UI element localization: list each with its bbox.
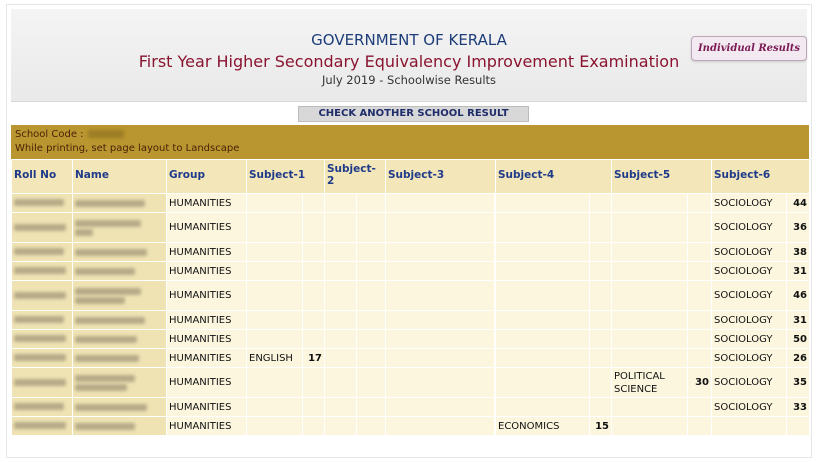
roll-no-redacted xyxy=(14,224,66,231)
subject-4-mark xyxy=(590,281,612,311)
subject-3-cell xyxy=(386,213,495,243)
name-redacted xyxy=(75,220,141,227)
name-cell xyxy=(73,368,167,398)
group-cell: HUMANITIES xyxy=(167,281,247,311)
subject-5-cell xyxy=(612,213,688,243)
group-cell: HUMANITIES xyxy=(167,311,247,330)
name-redacted xyxy=(75,297,125,304)
subject-6-cell: SOCIOLOGY xyxy=(712,330,787,349)
col-subject-2: Subject-2 xyxy=(325,160,386,194)
col-group: Group xyxy=(167,160,247,194)
subject-6-cell: SOCIOLOGY xyxy=(712,368,787,398)
subject-6-mark: 35 xyxy=(787,368,810,398)
name-redacted xyxy=(75,317,145,324)
subject-4-mark xyxy=(590,194,612,213)
table-header-row xyxy=(12,160,810,194)
roll-no-cell xyxy=(12,368,73,398)
name-cell xyxy=(73,311,167,330)
subject-2-cell xyxy=(325,262,357,281)
name-cell xyxy=(73,262,167,281)
group-cell: HUMANITIES xyxy=(167,417,247,436)
subject-2-cell xyxy=(325,243,357,262)
subject-3-cell xyxy=(386,349,495,368)
subject-2-mark xyxy=(357,349,386,368)
subject-6-cell: SOCIOLOGY xyxy=(712,262,787,281)
subject-4-mark xyxy=(590,213,612,243)
roll-no-redacted xyxy=(14,422,66,429)
subject-5-mark xyxy=(688,330,712,349)
subject-6-mark: 44 xyxy=(787,194,810,213)
col-subject-3: Subject-3 xyxy=(386,160,496,194)
subject-5-cell xyxy=(612,398,688,417)
name-redacted xyxy=(75,336,137,343)
roll-no-redacted xyxy=(14,248,64,255)
school-code-redacted xyxy=(88,130,124,138)
subject-5-cell xyxy=(612,194,688,213)
print-note: While printing, set page layout to Landscape xyxy=(15,143,240,154)
subject-3-cell xyxy=(386,281,495,311)
subject-1-cell: ENGLISH xyxy=(247,349,303,368)
subject-1-mark xyxy=(303,417,325,436)
subject-6-mark: 46 xyxy=(787,281,810,311)
group-cell: HUMANITIES xyxy=(167,330,247,349)
roll-no-cell xyxy=(12,262,73,281)
subject-6-mark: 33 xyxy=(787,398,810,417)
subject-1-cell xyxy=(247,330,303,349)
name-cell xyxy=(73,243,167,262)
subject-5-mark xyxy=(688,417,712,436)
subject-4-cell xyxy=(496,262,590,281)
subject-1-cell xyxy=(247,262,303,281)
subject-6-cell: SOCIOLOGY xyxy=(712,213,787,243)
subject-4-cell xyxy=(496,213,590,243)
name-redacted xyxy=(75,268,135,275)
roll-no-redacted xyxy=(14,316,64,323)
col-subject-6: Subject-6 xyxy=(712,160,810,194)
name-redacted xyxy=(75,229,93,236)
roll-no-redacted xyxy=(14,267,66,274)
name-cell xyxy=(73,330,167,349)
subject-2-cell xyxy=(325,330,357,349)
subject-1-mark xyxy=(303,368,325,398)
table-row xyxy=(12,213,810,243)
subject-5-mark xyxy=(688,281,712,311)
roll-no-cell xyxy=(12,398,73,417)
subject-5-cell: POLITICAL SCIENCE xyxy=(612,368,688,398)
roll-no-cell xyxy=(12,281,73,311)
individual-results-button[interactable]: Individual Results xyxy=(691,36,807,61)
subject-4-cell xyxy=(496,330,590,349)
table-row xyxy=(12,417,810,436)
subject-2-mark xyxy=(357,417,386,436)
subject-2-cell xyxy=(325,368,357,398)
subject-5-mark xyxy=(688,311,712,330)
group-cell: HUMANITIES xyxy=(167,213,247,243)
subject-4-cell xyxy=(496,194,590,213)
roll-no-cell xyxy=(12,349,73,368)
subject-4-cell xyxy=(496,368,590,398)
subject-3-cell xyxy=(386,311,495,330)
table-row xyxy=(12,311,810,330)
table-row xyxy=(12,349,810,368)
subject-5-mark: 30 xyxy=(688,368,712,398)
name-redacted xyxy=(75,288,141,295)
col-roll-no: Roll No xyxy=(12,160,73,194)
subject-6-cell: SOCIOLOGY xyxy=(712,311,787,330)
subject-5-cell xyxy=(612,281,688,311)
header-banner xyxy=(11,9,807,102)
subject-6-cell: SOCIOLOGY xyxy=(712,281,787,311)
subject-6-mark: 31 xyxy=(787,262,810,281)
subject-4-mark: 15 xyxy=(590,417,612,436)
subject-3-cell xyxy=(386,368,495,398)
subject-6-mark: 31 xyxy=(787,311,810,330)
subject-1-mark xyxy=(303,398,325,417)
subject-4-cell xyxy=(496,349,590,368)
roll-no-redacted xyxy=(14,379,66,386)
subject-4-cell xyxy=(496,311,590,330)
subject-5-cell xyxy=(612,243,688,262)
subject-1-mark: 17 xyxy=(303,349,325,368)
group-cell: HUMANITIES xyxy=(167,398,247,417)
name-redacted xyxy=(75,423,135,430)
subject-5-mark xyxy=(688,262,712,281)
subject-4-mark xyxy=(590,262,612,281)
group-cell: HUMANITIES xyxy=(167,194,247,213)
name-cell xyxy=(73,281,167,311)
subject-1-cell xyxy=(247,398,303,417)
name-redacted xyxy=(75,200,145,207)
group-cell: HUMANITIES xyxy=(167,368,247,398)
table-row xyxy=(12,398,810,417)
check-another-school-button[interactable]: CHECK ANOTHER SCHOOL RESULT xyxy=(298,106,529,122)
subject-1-cell xyxy=(247,243,303,262)
subject-3-cell xyxy=(386,243,495,262)
subject-6-cell: SOCIOLOGY xyxy=(712,349,787,368)
subject-4-cell: ECONOMICS xyxy=(496,417,590,436)
subject-4-mark xyxy=(590,243,612,262)
subject-6-cell: SOCIOLOGY xyxy=(712,194,787,213)
subject-6-mark: 26 xyxy=(787,349,810,368)
subject-5-cell xyxy=(612,262,688,281)
subject-2-cell xyxy=(325,349,357,368)
subject-4-cell xyxy=(496,243,590,262)
roll-no-redacted xyxy=(14,335,66,342)
subject-1-cell xyxy=(247,281,303,311)
subject-2-cell xyxy=(325,398,357,417)
roll-no-cell xyxy=(12,243,73,262)
subject-5-cell xyxy=(612,417,688,436)
name-redacted xyxy=(75,355,139,362)
subject-1-mark xyxy=(303,243,325,262)
subject-6-cell: SOCIOLOGY xyxy=(712,398,787,417)
subject-4-mark xyxy=(590,368,612,398)
col-subject-1: Subject-1 xyxy=(247,160,325,194)
subject-2-mark xyxy=(357,243,386,262)
table-row xyxy=(12,368,810,398)
subject-6-mark: 50 xyxy=(787,330,810,349)
school-code-label: School Code : xyxy=(15,129,84,140)
name-redacted xyxy=(75,375,135,382)
roll-no-cell xyxy=(12,311,73,330)
group-cell: HUMANITIES xyxy=(167,262,247,281)
subject-3-cell xyxy=(386,262,495,281)
subject-2-mark xyxy=(357,213,386,243)
subject-2-mark xyxy=(357,281,386,311)
name-cell xyxy=(73,398,167,417)
subject-5-mark xyxy=(688,243,712,262)
subject-3-cell xyxy=(386,417,495,436)
subject-4-mark xyxy=(590,311,612,330)
table-row xyxy=(12,262,810,281)
subject-5-mark xyxy=(688,194,712,213)
roll-no-cell xyxy=(12,194,73,213)
name-cell xyxy=(73,194,167,213)
name-redacted xyxy=(75,249,147,256)
subject-3-cell xyxy=(386,398,495,417)
subject-5-cell xyxy=(612,330,688,349)
subject-2-mark xyxy=(357,194,386,213)
subject-6-cell xyxy=(712,417,787,436)
subject-5-mark xyxy=(688,213,712,243)
subject-5-cell xyxy=(612,349,688,368)
subject-4-mark xyxy=(590,330,612,349)
subject-1-cell xyxy=(247,213,303,243)
name-redacted xyxy=(75,384,127,391)
subject-3-cell xyxy=(386,194,495,213)
results-table xyxy=(11,159,810,436)
col-subject-4: Subject-4 xyxy=(496,160,612,194)
subject-3-cell xyxy=(386,330,495,349)
subject-2-cell xyxy=(325,311,357,330)
roll-no-redacted xyxy=(14,292,66,299)
subject-2-cell xyxy=(325,194,357,213)
subject-6-cell: SOCIOLOGY xyxy=(712,243,787,262)
col-name: Name xyxy=(73,160,167,194)
subject-1-cell xyxy=(247,311,303,330)
subject-1-mark xyxy=(303,330,325,349)
subject-4-mark xyxy=(590,398,612,417)
roll-no-redacted xyxy=(14,199,64,206)
subject-2-mark xyxy=(357,311,386,330)
subject-2-mark xyxy=(357,262,386,281)
exam-subtitle: July 2019 - Schoolwise Results xyxy=(321,73,497,87)
subject-1-mark xyxy=(303,213,325,243)
page-frame xyxy=(6,4,812,458)
group-cell: HUMANITIES xyxy=(167,243,247,262)
table-row xyxy=(12,194,810,213)
table-row xyxy=(12,243,810,262)
exam-title: First Year Higher Secondary Equivalency Improvement Examination xyxy=(138,52,680,71)
roll-no-redacted xyxy=(14,354,66,361)
subject-5-mark xyxy=(688,398,712,417)
subject-4-cell xyxy=(496,398,590,417)
subject-6-mark: 38 xyxy=(787,243,810,262)
roll-no-redacted xyxy=(14,403,64,410)
subject-1-mark xyxy=(303,311,325,330)
subject-2-mark xyxy=(357,368,386,398)
group-cell: HUMANITIES xyxy=(167,349,247,368)
subject-1-cell xyxy=(247,417,303,436)
subject-2-mark xyxy=(357,398,386,417)
subject-2-cell xyxy=(325,213,357,243)
subject-4-cell xyxy=(496,281,590,311)
roll-no-cell xyxy=(12,213,73,243)
subject-1-cell xyxy=(247,368,303,398)
roll-no-cell xyxy=(12,417,73,436)
subject-1-mark xyxy=(303,194,325,213)
roll-no-cell xyxy=(12,330,73,349)
name-cell xyxy=(73,349,167,368)
subject-2-cell xyxy=(325,417,357,436)
table-row xyxy=(12,281,810,311)
subject-2-mark xyxy=(357,330,386,349)
school-info-bar xyxy=(11,125,809,159)
subject-5-cell xyxy=(612,311,688,330)
subject-1-mark xyxy=(303,281,325,311)
subject-1-mark xyxy=(303,262,325,281)
subject-6-mark: 36 xyxy=(787,213,810,243)
subject-6-mark xyxy=(787,417,810,436)
table-row xyxy=(12,330,810,349)
name-cell xyxy=(73,417,167,436)
name-redacted xyxy=(75,404,147,411)
subject-1-cell xyxy=(247,194,303,213)
subject-2-cell xyxy=(325,281,357,311)
school-code-line xyxy=(15,129,124,140)
name-cell xyxy=(73,213,167,243)
subject-4-mark xyxy=(590,349,612,368)
col-subject-5: Subject-5 xyxy=(612,160,712,194)
results-table-body xyxy=(12,194,810,436)
government-title: GOVERNMENT OF KERALA xyxy=(311,31,507,49)
subject-5-mark xyxy=(688,349,712,368)
